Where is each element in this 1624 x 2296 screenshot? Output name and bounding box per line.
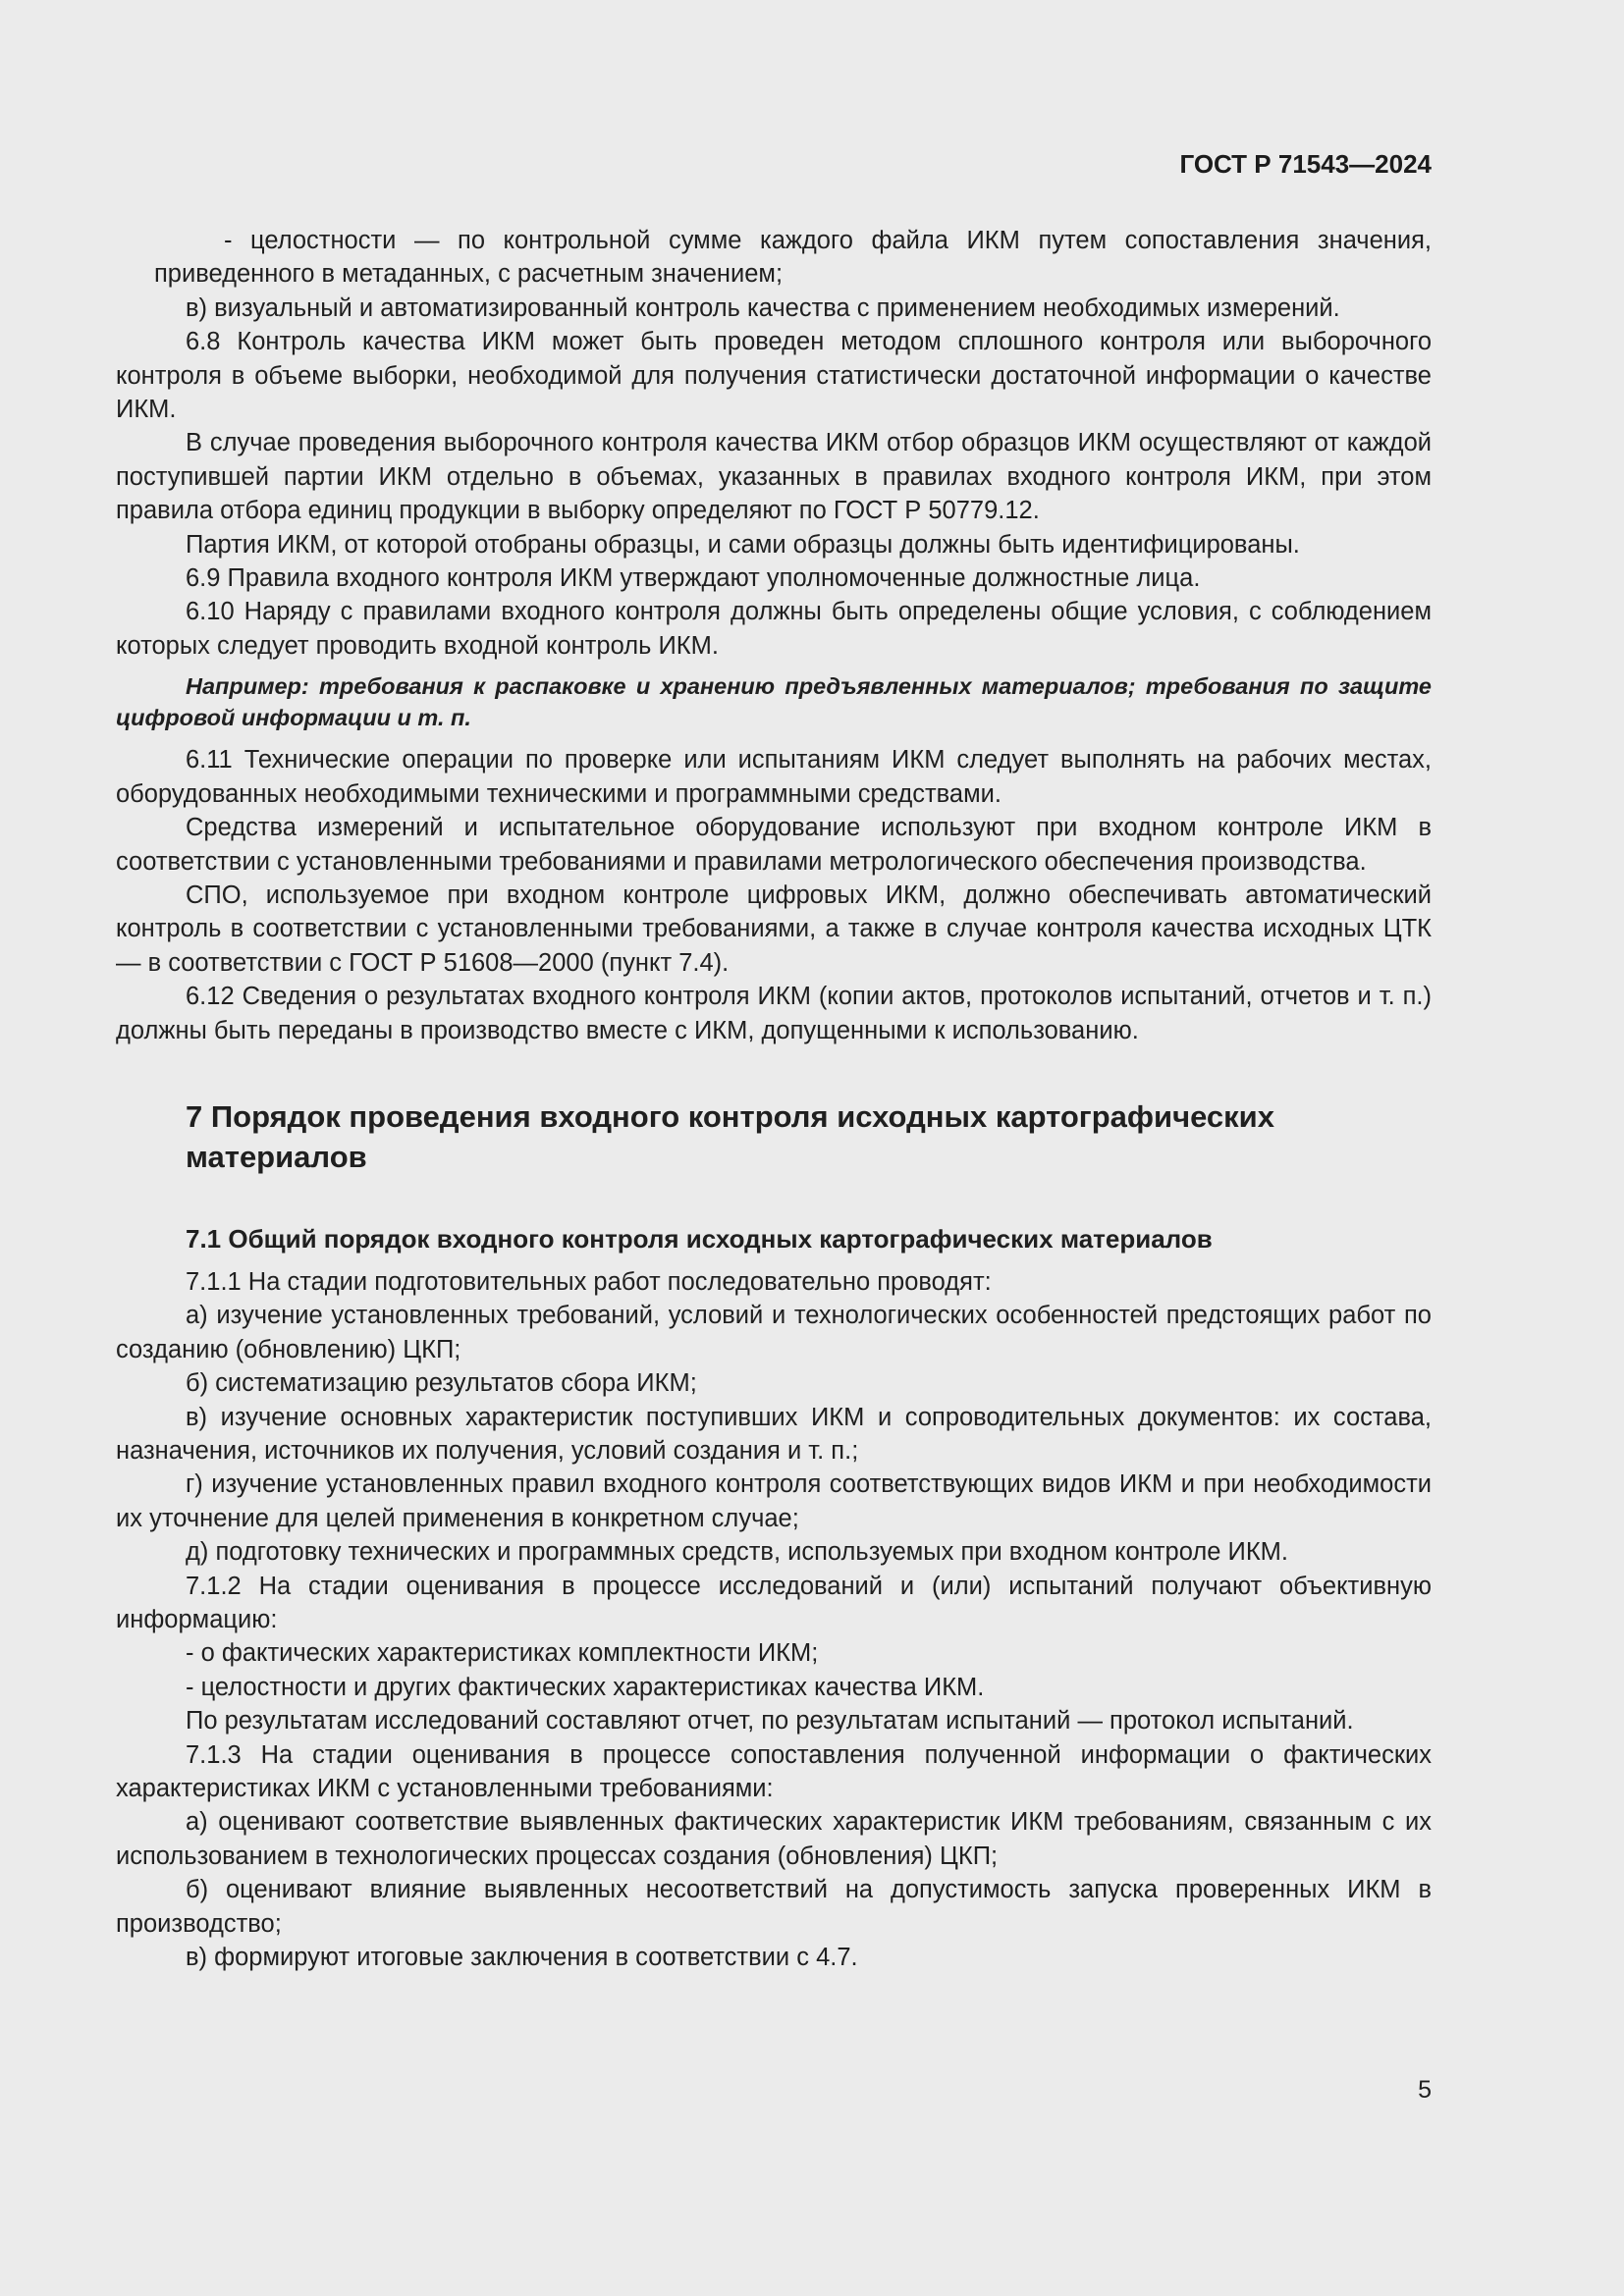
list-item-assess-compliance: а) оценивают соответствие выявленных фактических характеристик ИКМ требованиям, связанным с их использованием в технологических процессах создания (обновления) ЦКП;: [116, 1808, 1432, 1870]
list-item-d: д) подготовку технических и программных средств, используемых при входном контроле ИКМ.: [186, 1538, 1289, 1567]
paragraph-7-1-2: 7.1.2 На стадии оценивания в процессе исследований и (или) испытаний получают объективную информацию:: [116, 1572, 1432, 1633]
list-item-g: г) изучение установленных правил входного контроля соответствующих видов ИКМ и при необходимости их уточнение для целей применения в конкретном случае;: [116, 1470, 1432, 1532]
paragraph-reports: По результатам исследований составляют отчет, по результатам испытаний — протокол испытаний.: [186, 1707, 1354, 1735]
section-7-title: 7 Порядок проведения входного контроля исходных картографических материалов: [186, 1098, 1274, 1174]
document-page: [116, 0, 1432, 2296]
list-item-assess-impact: б) оценивают влияние выявленных несоответствий на допустимость запуска проверенных ИКМ в производство;: [116, 1876, 1432, 1938]
paragraph-7-1-1: 7.1.1 На стадии подготовительных работ последовательно проводят:: [186, 1267, 992, 1296]
paragraph-visual-control: в) визуальный и автоматизированный контроль качества с применением необходимых измерений.: [186, 294, 1340, 322]
paragraph-6-12: 6.12 Сведения о результатах входного контроля ИКМ (копии актов, протоколов испытаний, отчетов и т. п.) должны быть переданы в производство вместе с ИКМ, допущенными к использованию.: [116, 983, 1432, 1044]
paragraph-6-8: 6.8 Контроль качества ИКМ может быть проведен методом сплошного контроля или выборочного контроля в объеме выборки, необходимой для получения статистически достаточной информации о качестве ИКМ.: [116, 328, 1432, 424]
document-body: [116, 224, 1432, 1974]
paragraph-batch-identification: Партия ИКМ, от которой отобраны образцы, и сами образцы должны быть идентифицированы.: [186, 530, 1300, 559]
list-item-conclusions: в) формируют итоговые заключения в соответствии с 4.7.: [186, 1944, 858, 1972]
document-id-header: ГОСТ Р 71543—2024: [1179, 149, 1432, 179]
list-item-b: б) систематизацию результатов сбора ИКМ;: [186, 1369, 697, 1398]
paragraph-7-1-3: 7.1.3 На стадии оценивания в процессе сопоставления полученной информации о фактических характеристиках ИКМ с установленными требованиями:: [116, 1740, 1432, 1803]
paragraph-6-10: 6.10 Наряду с правилами входного контроля должны быть определены общие условия, с соблюдением которых следует проводить входной контроль ИКМ.: [116, 598, 1432, 660]
paragraph-6-11: 6.11 Технические операции по проверке или испытаниям ИКМ следует выполнять на рабочих местах, оборудованных необходимыми техническими и программными средствами.: [116, 746, 1432, 808]
paragraph-spo: СПО, используемое при входном контроле цифровых ИКМ, должно обеспечивать автоматический контроль в соответствии с установленными требованиями, а также в случае контроля качества исходных ЦТК — в соответствии с ГОСТ Р 51608—2000 (пункт 7.4).: [116, 881, 1432, 977]
paragraph-sampling: В случае проведения выборочного контроля качества ИКМ отбор образцов ИКМ осуществляют от каждой поступившей партии ИКМ отдельно в объемах, указанных в правилах входного контроля ИКМ, при этом правила отбора единиц продукции в выборку определяют по ГОСТ Р 50779.12.: [116, 429, 1432, 525]
list-item-completeness: - о фактических характеристиках комплектности ИКМ;: [186, 1639, 819, 1668]
paragraph-6-9: 6.9 Правила входного контроля ИКМ утверждают уполномоченные должностные лица.: [186, 564, 1201, 593]
example-note: Например: требования к распаковке и хранению предъявленных материалов; требования по защите цифровой информации и т. п.: [116, 673, 1432, 731]
paragraph-integrity-check: - целостности — по контрольной сумме каждого файла ИКМ путем сопоставления значения, приведенного в метаданных, с расчетным значением;: [154, 227, 1432, 289]
list-item-integrity: - целостности и других фактических характеристиках качества ИКМ.: [186, 1673, 985, 1701]
list-item-v: в) изучение основных характеристик поступивших ИКМ и сопроводительных документов: их состава, назначения, источников их получения, условий создания и т. п.;: [116, 1403, 1432, 1465]
page-number: 5: [1418, 2076, 1432, 2104]
paragraph-measuring-instruments: Средства измерений и испытательное оборудование используют при входном контроле ИКМ в соответствии с установленными требованиями и правилами метрологического обеспечения производства.: [116, 814, 1432, 876]
subsection-7-1-title: 7.1 Общий порядок входного контроля исходных картографических материалов: [186, 1223, 1213, 1254]
list-item-a: а) изучение установленных требований, условий и технологических особенностей предстоящих работ по созданию (обновлению) ЦКП;: [116, 1302, 1432, 1363]
